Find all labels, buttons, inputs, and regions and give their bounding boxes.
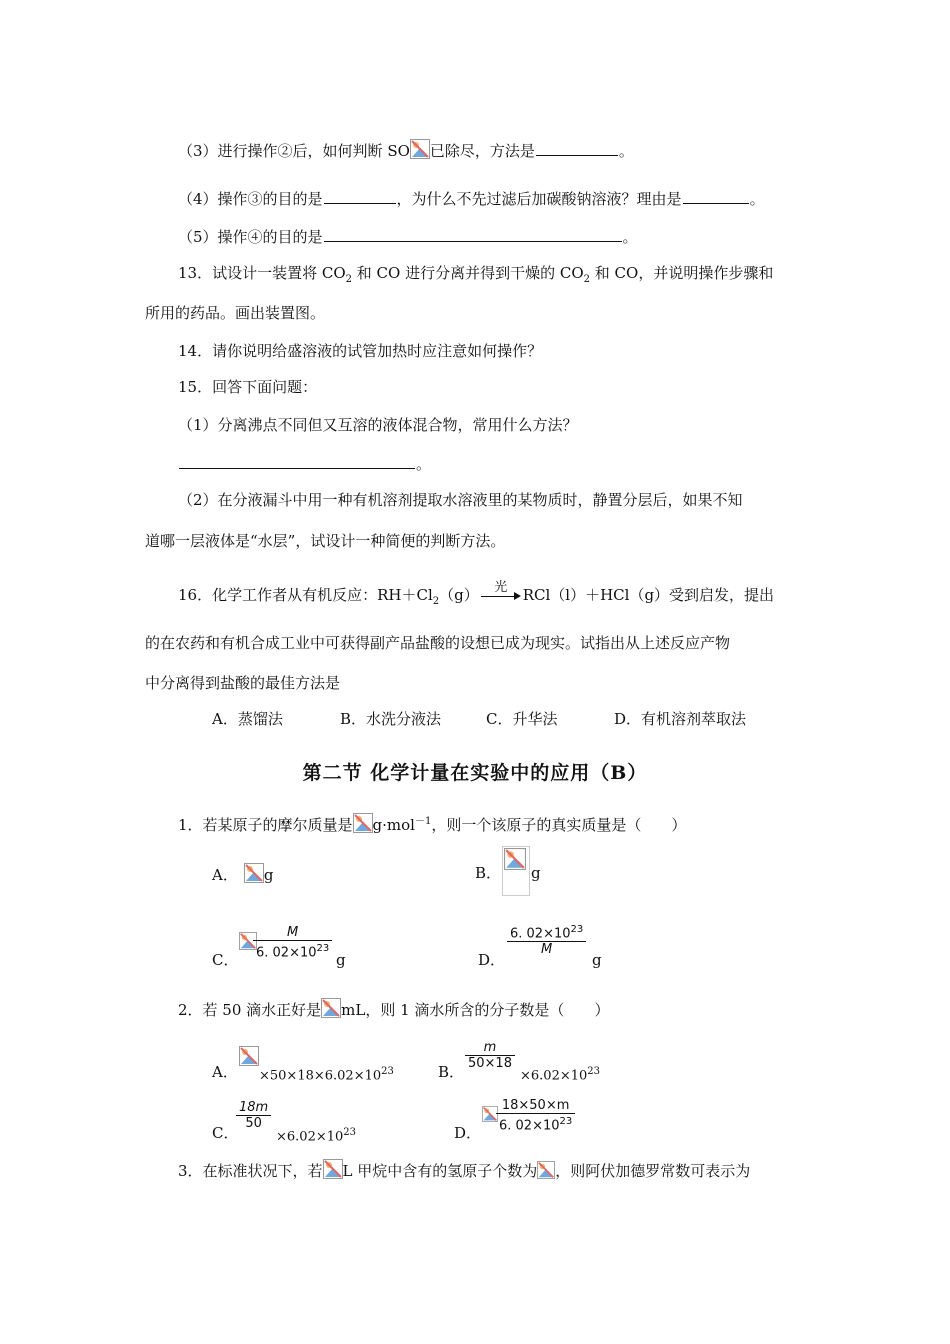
q12-5-text-b: 。: [622, 228, 638, 246]
numerator: 18m: [239, 1100, 269, 1115]
broken-image-icon: [323, 1159, 343, 1179]
b2-option-b-expr: [520, 1062, 600, 1086]
b1-option-b: [475, 863, 501, 883]
q16-line3: 中分离得到盐酸的最佳方法是: [145, 674, 341, 692]
b2-d-fraction: [496, 1098, 575, 1133]
reaction-condition: 光: [494, 580, 508, 595]
q12-4-text-b: ，为什么不先过滤后加碳酸钠溶液？理由是: [396, 190, 682, 208]
b1-option-b-unit: g: [531, 864, 541, 882]
option-letter: A．: [212, 866, 238, 884]
unit: g: [263, 866, 274, 884]
answer-blank: [683, 188, 749, 204]
subscript: 2: [432, 596, 440, 607]
b2-option-a-expr: [259, 1062, 394, 1086]
subscript: 2: [345, 274, 353, 285]
q12-3-text-b: 已除尽，方法是: [429, 142, 535, 160]
denominator: 50×18: [465, 1055, 515, 1071]
expression: ×6.02×10: [276, 1129, 344, 1145]
broken-image-frame: [502, 846, 530, 896]
b2-option-a: A．: [212, 1063, 238, 1081]
q16-option-b: B．水洗分液法: [340, 710, 442, 728]
superscript: －1: [414, 816, 432, 827]
b2-option-c: C．: [212, 1124, 239, 1142]
numerator-text: 6. 02×10: [510, 926, 571, 942]
q12-part4: [178, 188, 765, 209]
b2-stem: [178, 998, 609, 1020]
q12-4-text-a: （4）操作③的目的是: [178, 190, 323, 208]
subscript: 2: [583, 274, 591, 285]
q15-p1-end: 。: [416, 455, 432, 473]
b1-option-d-unit: g: [592, 951, 602, 969]
broken-image-icon: [239, 1046, 259, 1066]
q15-part1: （1）分离沸点不同但又互溶的液体混合物，常用什么方法？: [178, 416, 578, 434]
denominator: [496, 1113, 575, 1133]
answer-blank: [179, 453, 415, 469]
b3-text-a: 3．在标准状况下，若: [178, 1162, 323, 1180]
q16-text-c: RCl（l）＋HCl（g）受到启发，提出: [522, 586, 775, 604]
superscript: 23: [587, 1066, 601, 1077]
q16-line2: 的在农药和有机合成工业中可获得副产品盐酸的设想已成为现实。试指出从上述反应产物: [145, 634, 731, 652]
q12-5-text-a: （5）操作④的目的是: [178, 228, 323, 246]
q16-option-a: A．蒸馏法: [212, 710, 283, 728]
q13-text-a: 13．试设计一装置将 CO: [178, 264, 346, 282]
q15-part1-answer: [178, 453, 431, 474]
broken-image-icon: [504, 848, 526, 870]
broken-image-icon: [353, 813, 373, 833]
b3-text-b: L 甲烷中含有的氢原子个数为: [342, 1162, 538, 1180]
b2-option-c-expr: [276, 1123, 356, 1147]
b1-text-c: ，则一个该原子的真实质量是（ ）: [431, 816, 687, 834]
answer-blank: [324, 226, 622, 242]
q16-text-b: （g）: [439, 586, 479, 604]
broken-image-icon: [244, 863, 264, 883]
q12-4-text-c: 。: [749, 190, 765, 208]
q14: 14．请你说明给盛溶液的试管加热时应注意如何操作？: [178, 342, 543, 360]
q12-3-text-a: （3）进行操作②后，如何判断 SO: [178, 142, 410, 160]
superscript: 23: [570, 924, 584, 935]
b2-option-b: B．: [438, 1063, 465, 1081]
q12-part5: [178, 226, 638, 247]
b2-option-d: D．: [454, 1124, 482, 1142]
denominator: [253, 940, 332, 960]
superscript: 23: [316, 943, 330, 954]
denominator-text: 6. 02×10: [256, 945, 317, 961]
b1-stem: [178, 812, 686, 835]
broken-image-icon: [537, 1161, 555, 1179]
b1-text-b: g·mol: [372, 816, 415, 834]
q12-part3: [178, 139, 634, 161]
b2-text-a: 2．若 50 滴水正好是: [178, 1001, 322, 1019]
q13-text-b: 和 CO 进行分离并得到干燥的 CO: [352, 264, 584, 282]
q13-text-c: 和 CO，并说明操作步骤和: [590, 264, 774, 282]
q12-3-text-c: 。: [618, 142, 634, 160]
numerator: [507, 922, 586, 941]
superscript: 23: [343, 1127, 357, 1138]
denominator: 50: [236, 1115, 271, 1131]
b1-option-d: D．: [478, 951, 506, 969]
q13-line2: 所用的药品。画出装置图。: [145, 304, 326, 322]
numerator: m: [483, 1040, 497, 1055]
q15-part2-line1: （2）在分液漏斗中用一种有机溶剂提取水溶液里的某物质时，静置分层后，如果不知: [178, 491, 743, 509]
expression: ×6.02×10: [520, 1068, 588, 1084]
b3-stem: [178, 1159, 750, 1181]
section-heading: 第二节 化学计量在实验中的应用（B）: [302, 762, 648, 784]
expression: ×50×18×6.02×10: [259, 1068, 382, 1084]
denominator: M: [507, 941, 586, 957]
b2-b-fraction: [465, 1040, 515, 1071]
reaction-arrow: [481, 580, 521, 604]
b1-d-fraction: [507, 922, 586, 957]
denominator-text: 6. 02×10: [499, 1118, 560, 1134]
b1-option-c: C．: [212, 951, 239, 969]
superscript: 23: [559, 1116, 573, 1127]
numerator: M: [287, 925, 299, 940]
q15-part2-line2: 道哪一层液体是“水层”，试设计一种简便的判断方法。: [145, 532, 506, 550]
b1-text-a: 1．若某原子的摩尔质量是: [178, 816, 353, 834]
q16-option-d: D．有机溶剂萃取法: [614, 710, 747, 728]
b2-text-b: mL，则 1 滴水所含的分子数是（ ）: [341, 1001, 610, 1019]
b3-text-c: ，则阿伏加德罗常数可表示为: [555, 1162, 751, 1180]
option-letter: B．: [475, 864, 502, 882]
superscript: 23: [381, 1066, 394, 1077]
q16-text-a: 16．化学工作者从有机反应：RH＋Cl: [178, 586, 433, 604]
b1-c-fraction: [253, 925, 332, 960]
b1-option-c-unit: g: [336, 951, 346, 969]
numerator: 18×50×m: [501, 1098, 570, 1113]
answer-blank: [324, 188, 396, 204]
q16-line1: [178, 580, 775, 612]
q15-title: 15．回答下面问题：: [178, 378, 318, 396]
b2-c-fraction: [236, 1100, 271, 1131]
answer-blank: [536, 140, 618, 156]
broken-image-icon: [321, 998, 341, 1018]
q16-option-c: C．升华法: [486, 710, 558, 728]
b1-option-a: [212, 863, 273, 885]
broken-image-icon: [410, 139, 430, 159]
q13-line1: [178, 263, 773, 290]
